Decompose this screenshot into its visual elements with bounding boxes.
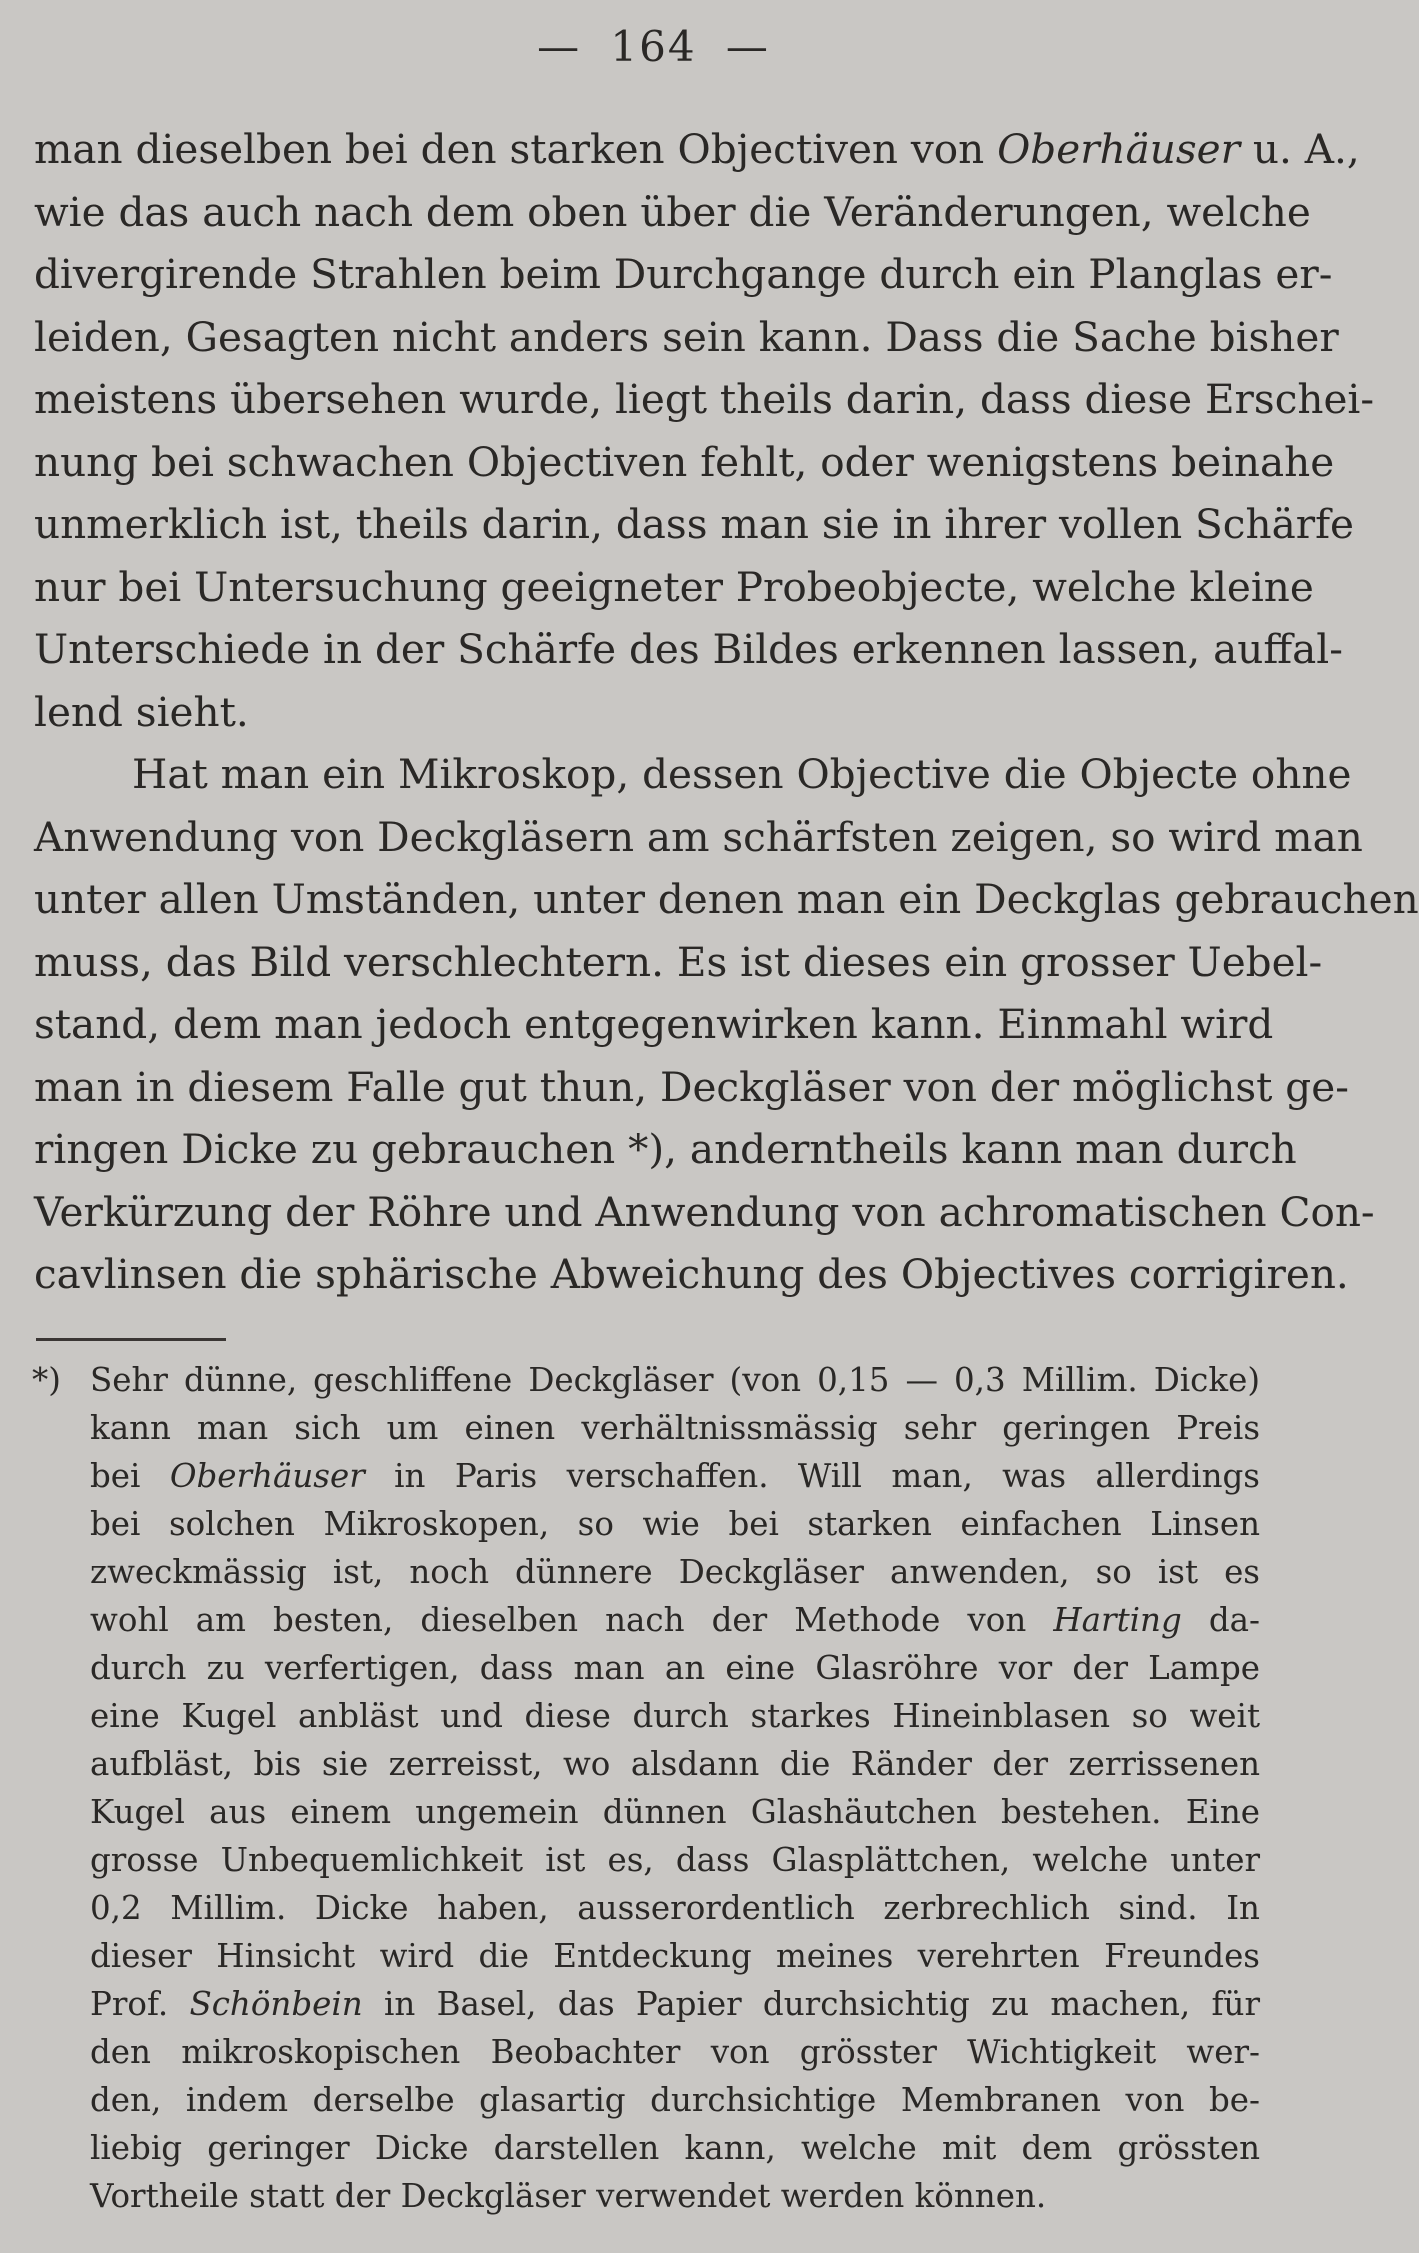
footnote-line — [90, 2124, 1260, 2172]
text-line — [34, 1056, 1349, 1119]
text-run: Unterschiede in der Schärfe des Bildes erkennen lassen, auffal- — [34, 625, 1343, 673]
footnote-line — [90, 1692, 1260, 1740]
text-run: 0,2 Millim. Dicke haben, ausserordentlich zerbrechlich sind. In — [90, 1889, 1260, 1927]
text-line — [34, 868, 1419, 931]
text-line — [34, 306, 1339, 369]
footnote-line — [32, 1356, 1260, 1404]
text-run: den, indem derselbe glasartig durchsichtige Membranen von be- — [90, 2081, 1260, 2119]
footnote-line — [90, 1836, 1260, 1884]
footnote-line — [90, 1644, 1260, 1692]
footnote-line — [90, 2076, 1260, 2124]
text-run: grosse Unbequemlichkeit ist es, dass Glasplättchen, welche unter — [90, 1841, 1260, 1879]
text-line — [34, 368, 1375, 431]
text-line — [34, 806, 1363, 869]
text-run: unmerklich ist, theils darin, dass man sie in ihrer vollen Schärfe — [34, 500, 1355, 548]
footnote-line — [90, 1932, 1260, 1980]
text-run: nur bei Untersuchung geeigneter Probeobjecte, welche kleine — [34, 562, 1314, 611]
italic-name: Harting — [1053, 1601, 1182, 1639]
text-run: wie das auch nach dem oben über die Veränderungen, welche — [34, 187, 1311, 236]
footnote-line — [90, 1740, 1260, 1788]
text-run: liebig geringer Dicke darstellen kann, welche mit dem grössten — [90, 2129, 1260, 2167]
text-run: in Basel, das Papier durchsichtig zu machen, für — [362, 1985, 1260, 2023]
text-run: da- — [1181, 1601, 1260, 1639]
footnote-separator — [36, 1338, 226, 1341]
footnote-line — [90, 1404, 1260, 1452]
footnote-line — [90, 1788, 1260, 1836]
footnote — [32, 1356, 1260, 2220]
text-run: wohl am besten, dieselben nach der Methode von — [90, 1601, 1054, 1639]
text-run: ringen Dicke zu gebrauchen *), anderntheils kann man durch — [34, 1125, 1297, 1173]
footnote-line — [90, 1452, 1260, 1500]
text-run: man dieselben bei den starken Objectiven von — [34, 125, 998, 173]
italic-name: Oberhäuser — [169, 1457, 365, 1495]
text-run: in Paris verschaffen. Will man, was allerdings — [364, 1457, 1260, 1495]
italic-name: Oberhäuser — [997, 125, 1240, 173]
text-run: dieser Hinsicht wird die Entdeckung meines verehrten Freundes — [90, 1937, 1260, 1975]
main-text — [34, 118, 1419, 1306]
text-run: kann man sich um einen verhältnissmässig sehr geringen Preis — [90, 1409, 1260, 1447]
text-line — [34, 931, 1323, 994]
text-run: Vortheile statt der Deckgläser verwendet werden können. — [90, 2177, 1047, 2215]
text-run: durch zu verfertigen, dass man an eine Glasröhre vor der Lampe — [90, 1649, 1260, 1687]
text-run: Sehr dünne, geschliffene Deckgläser (von 0,15 — 0,3 Millim. Dicke) — [90, 1361, 1260, 1399]
text-run: bei — [90, 1457, 170, 1495]
text-run: eine Kugel anbläst und diese durch starkes Hineinblasen so weit — [90, 1697, 1260, 1735]
footnote-line — [90, 2172, 1260, 2220]
footnote-marker: *) — [32, 1361, 61, 1399]
text-run: bei solchen Mikroskopen, so wie bei starken einfachen Linsen — [90, 1505, 1260, 1543]
text-line — [34, 181, 1311, 244]
footnote-line — [90, 1500, 1260, 1548]
text-line — [34, 1181, 1375, 1244]
text-line — [34, 118, 1360, 181]
text-line — [34, 618, 1343, 681]
text-run: Kugel aus einem ungemein dünnen Glashäutchen bestehen. Eine — [90, 1793, 1260, 1831]
text-line — [34, 431, 1335, 494]
text-run: Prof. — [90, 1985, 190, 2023]
text-run: man in diesem Falle gut thun, Deckgläser von der möglichst ge- — [34, 1062, 1349, 1111]
text-run: Verkürzung der Röhre und Anwendung von achromatischen Con- — [34, 1187, 1375, 1236]
text-line — [34, 993, 1274, 1056]
italic-name: Schönbein — [189, 1985, 363, 2023]
text-run: muss, das Bild verschlechtern. Es ist dieses ein grosser Uebel- — [34, 937, 1323, 986]
text-line — [34, 493, 1355, 556]
text-line — [34, 743, 1352, 806]
text-run: leiden, Gesagten nicht anders sein kann. Dass die Sache bisher — [34, 312, 1339, 361]
footnote-line — [90, 1884, 1260, 1932]
text-line — [34, 681, 1258, 744]
text-run: den mikroskopischen Beobachter von grösster Wichtigkeit wer- — [90, 2033, 1260, 2071]
text-run: Hat man ein Mikroskop, dessen Objective die Objecte ohne — [132, 750, 1352, 798]
footnote-line — [90, 2028, 1260, 2076]
text-run: meistens übersehen wurde, liegt theils darin, dass diese Erschei- — [34, 375, 1375, 423]
text-line — [34, 243, 1333, 306]
text-run: aufbläst, bis sie zerreisst, wo alsdann die Ränder der zerrissenen — [90, 1745, 1260, 1783]
text-run: cavlinsen die sphärische Abweichung des Objectives corrigiren. — [34, 1250, 1349, 1298]
text-run: lend sieht. — [34, 687, 249, 736]
footnote-line — [90, 1980, 1260, 2028]
text-line — [34, 1243, 1349, 1306]
text-run: zweckmässig ist, noch dünnere Deckgläser anwenden, so ist es — [90, 1553, 1260, 1591]
text-run: stand, dem man jedoch entgegenwirken kann. Einmahl wird — [34, 1000, 1274, 1048]
text-run: divergirende Strahlen beim Durchgange durch ein Planglas er- — [34, 250, 1333, 298]
text-line — [34, 556, 1314, 619]
text-run: unter allen Umständen, unter denen man ein Deckglas gebrauchen — [34, 875, 1419, 923]
text-run: Anwendung von Deckgläsern am schärfsten zeigen, so wird man — [34, 812, 1363, 861]
text-line — [34, 1118, 1297, 1181]
footnote-line — [90, 1548, 1260, 1596]
footnote-line — [90, 1596, 1260, 1644]
text-run: u. A., — [1240, 125, 1360, 173]
text-run: nung bei schwachen Objectiven fehlt, oder wenigstens beinahe — [34, 437, 1335, 486]
page-number: — 164 — — [537, 22, 770, 71]
